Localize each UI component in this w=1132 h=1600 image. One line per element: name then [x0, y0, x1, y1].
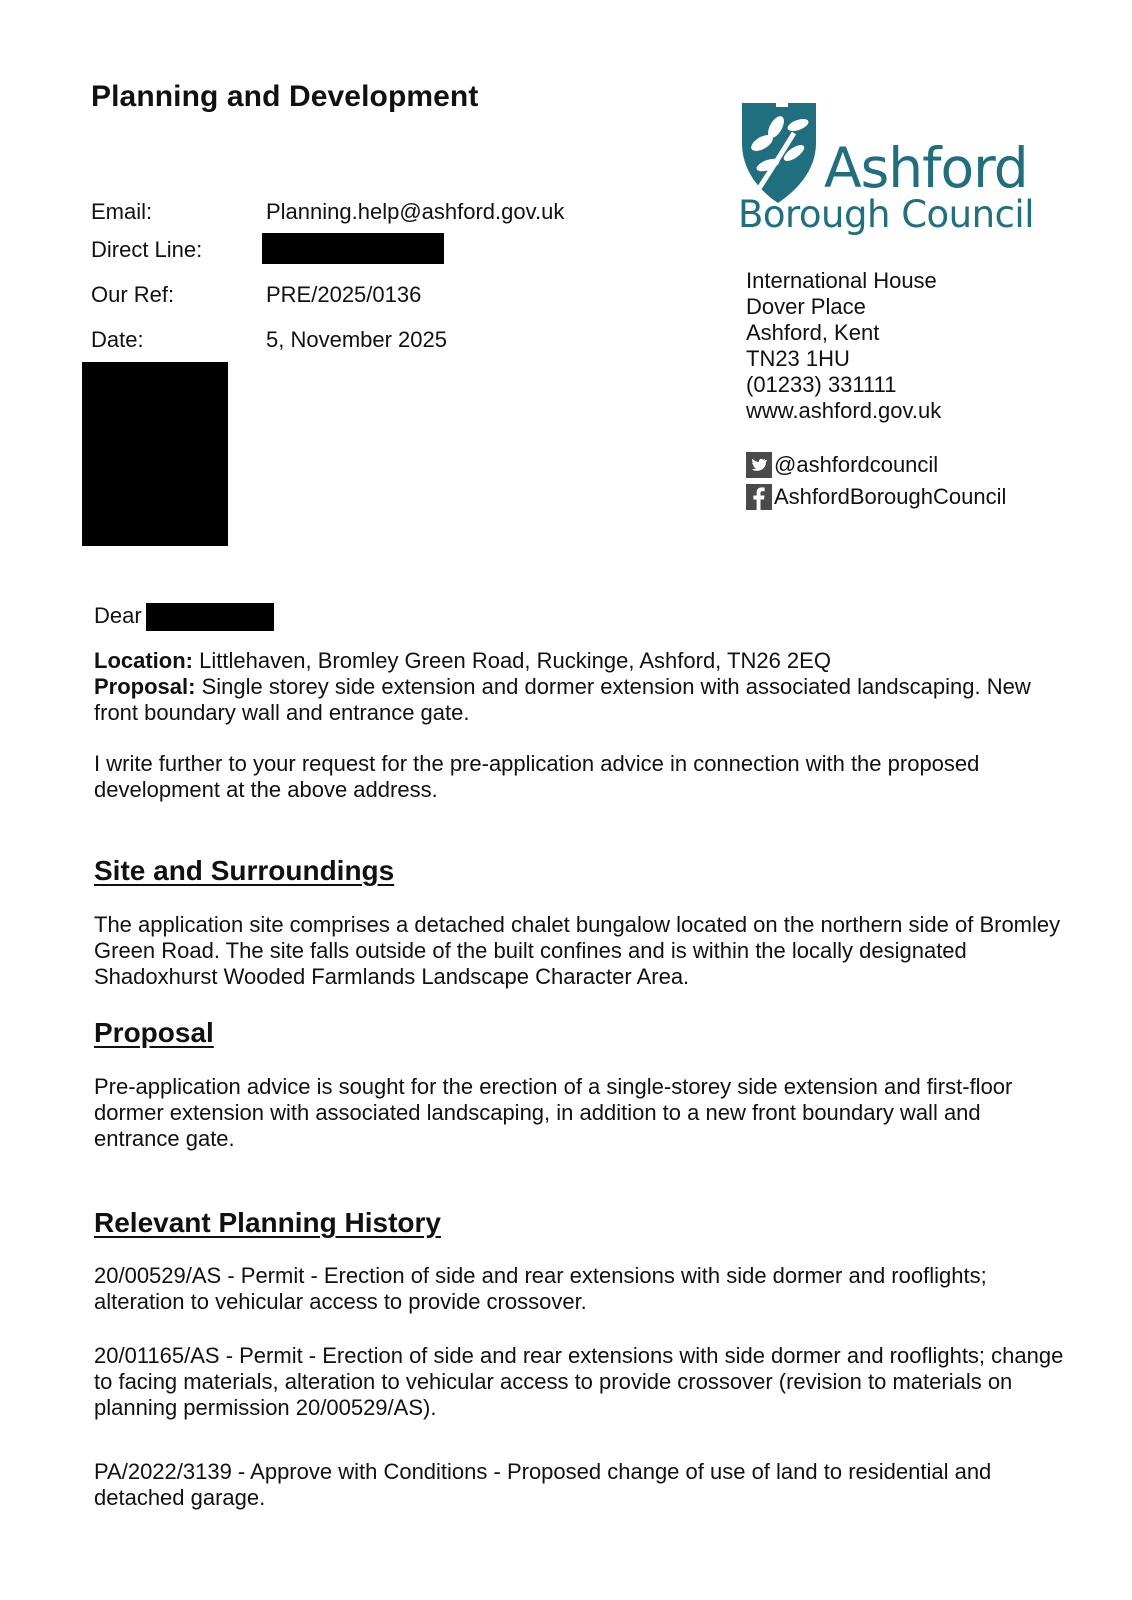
proposal-paragraph: Pre-application advice is sought for the erection of a single-storey side extension and first-floor dormer extension with associated landscaping, in addition to a new front boundary wall and entrance gate. [94, 1074, 1013, 1151]
heading-site-and-surroundings: Site and Surroundings [94, 855, 395, 886]
intro-paragraph: I write further to your request for the pre-application advice in connection with the proposed development at the above address. [94, 751, 980, 802]
twitter-handle: @ashfordcouncil [774, 452, 939, 477]
location-value: Littlehaven, Bromley Green Road, Ruckinge, Ashford, TN26 2EQ [199, 648, 831, 673]
ref-label: Our Ref: [91, 282, 175, 307]
leaf-shield-icon [740, 103, 824, 205]
website-link[interactable]: www.ashford.gov.uk [746, 398, 942, 423]
facebook-icon [746, 484, 772, 510]
phone-number: (01233) 331111 [746, 372, 897, 397]
address-line: Dover Place [746, 294, 866, 319]
proposal-value: Single storey side extension and dormer extension with associated landscaping. New front boundary wall and entrance gate. [94, 674, 1031, 725]
location-label: Location: [94, 648, 193, 673]
history-item: PA/2022/3139 - Approve with Conditions - Proposed change of use of land to residential and detached garage. [94, 1459, 992, 1510]
redacted-recipient-address [82, 362, 228, 546]
department-title: Planning and Development [91, 80, 479, 113]
redacted-direct-line [262, 233, 444, 264]
logo-ashford-text: Ashford [824, 136, 1028, 200]
direct-line-label: Direct Line: [91, 237, 203, 262]
address-line: International House [746, 268, 937, 293]
proposal-line [94, 674, 1064, 726]
location-proposal-block [94, 648, 1064, 726]
heading-planning-history: Relevant Planning History [94, 1207, 441, 1238]
facebook-handle: AshfordBoroughCouncil [774, 484, 1007, 509]
history-item: 20/01165/AS - Permit - Erection of side and rear extensions with side dormer and rooflights; change to facing materials, alteration to vehicular access to provide crossover (revision to materials on planning permission 20/00529/AS). [94, 1343, 1064, 1420]
email-value[interactable]: Planning.help@ashford.gov.uk [266, 199, 565, 224]
history-item: 20/00529/AS - Permit - Erection of side and rear extensions with side dormer and rooflights; alteration to vehicular access to provide crossover. [94, 1263, 987, 1314]
heading-proposal: Proposal [94, 1017, 214, 1048]
address-line: TN23 1HU [746, 346, 850, 371]
location-line [94, 648, 1064, 674]
logo-borough-council-text: Borough Council [738, 193, 1034, 236]
twitter-icon [746, 452, 772, 478]
council-logo [740, 103, 1040, 243]
redacted-recipient-name [146, 603, 274, 631]
salutation: Dear [94, 603, 142, 628]
twitter-row[interactable] [746, 452, 938, 478]
date-label: Date: [91, 327, 144, 352]
council-address [746, 268, 941, 424]
date-value: 5, November 2025 [266, 327, 447, 352]
facebook-row[interactable] [746, 484, 1006, 510]
site-paragraph: The application site comprises a detached chalet bungalow located on the northern side of Bromley Green Road. The site falls outside of the built confines and is within the locally designated Shadoxhurst Wooded Farmlands Landscape Character Area. [94, 912, 1061, 989]
proposal-label: Proposal: [94, 674, 196, 699]
email-label: Email: [91, 199, 153, 224]
address-line: Ashford, Kent [746, 320, 880, 345]
ref-value: PRE/2025/0136 [266, 282, 422, 307]
